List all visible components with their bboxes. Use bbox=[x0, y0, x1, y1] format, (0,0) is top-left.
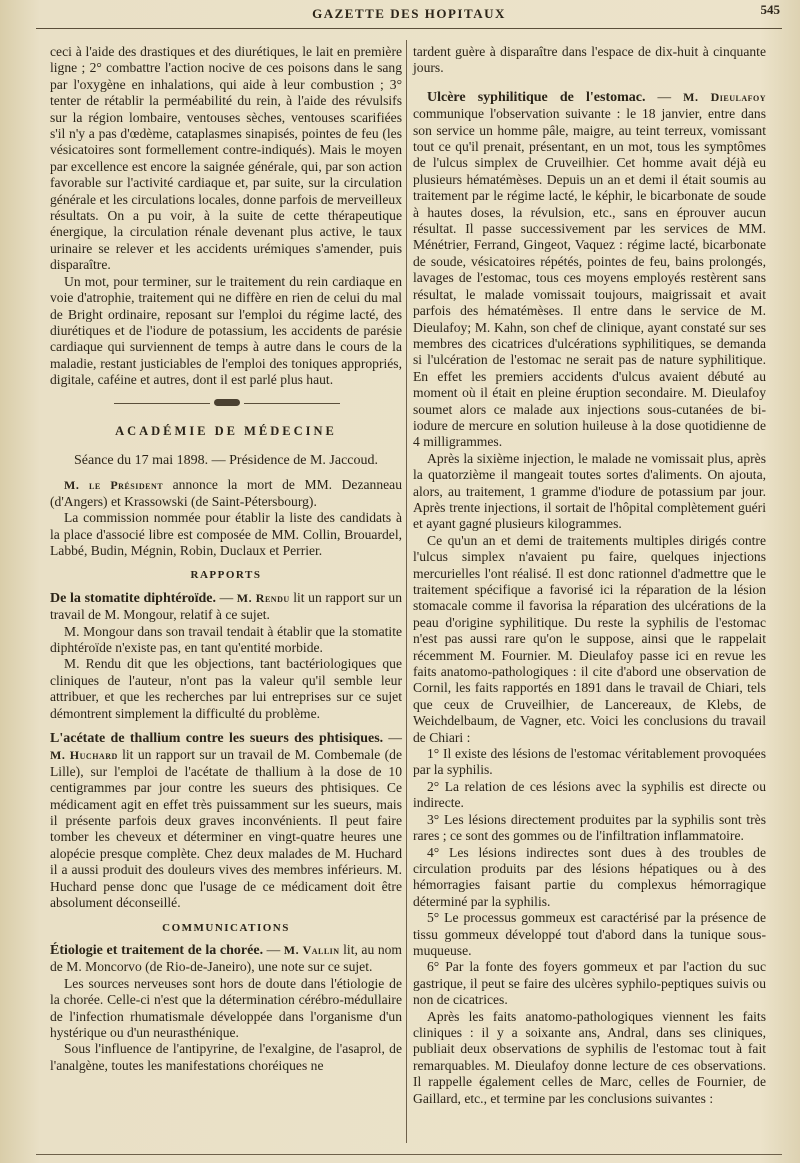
speaker-name: M. le Président bbox=[64, 478, 164, 493]
speaker-name: M. Vallin bbox=[283, 942, 340, 957]
paragraph-text: annonce la mort de MM. Dezanneau (d'Angers) et Krassowski (de Saint-Pétersbourg). bbox=[50, 477, 402, 509]
paragraph: M. Mongour dans son travail tendait à établir que la stomatite diphtéroïde n'existe pas, en tant qu'entité morbide. bbox=[50, 623, 402, 655]
column-divider bbox=[406, 40, 407, 1143]
conclusion-item: 6° Par la fonte des foyers gommeux et par l'action du suc gastrique, il peut se faire des ulcères syphilo-peptiques suivis ou non de cicatrices. bbox=[413, 959, 766, 1008]
paragraph bbox=[50, 477, 402, 510]
paragraph: Les sources nerveuses sont hors de doute dans l'étiologie de la chorée. Celle-ci n'est que la détermination cérébro-médullaire de l'infection rhumatismale développée dans l'organisme d'un hystérique ou d'un neurasthénique. bbox=[50, 975, 402, 1040]
bottom-rule bbox=[36, 1154, 782, 1155]
conclusion-item: 2° La relation de ces lésions avec la syphilis est directe ou indirecte. bbox=[413, 778, 766, 811]
conclusion-item: 4° Les lésions indirectes sont dues à des troubles de circulation produits par des lésions hépatiques ou à des hémorragies faisant partie du complexus hémorragique déterminé par la syphilis. bbox=[413, 844, 766, 909]
article-title: Étiologie et traitement de la chorée. bbox=[50, 942, 264, 958]
journal-title: GAZETTE DES HOPITAUX bbox=[312, 6, 506, 21]
speaker-name: M. Dieulafoy bbox=[683, 89, 767, 104]
paragraph: Un mot, pour terminer, sur le traitement du rein cardiaque en voie d'atrophie, traitement qui ne diffère en rien de celui du mal de Bright ordinaire, reposant sur l'emploi du régime lacté, des diurétiques et de l'iodure de potassium, les accidents de parésie cardiaque qui surviennent de temps à autre dans le cours de la maladie, restant justiciables de l'emploi des toniques appropriés, digitale, caféine et autres, dont il est parlé plus haut. bbox=[50, 273, 402, 388]
page-number: 545 bbox=[760, 2, 780, 17]
page-header bbox=[36, 0, 782, 29]
paragraph: tardent guère à disparaître dans l'espace de dix-huit à cinquante jours. bbox=[413, 44, 766, 76]
paragraph-text: lit un rapport sur un travail de M. Mongour, relatif à ce sujet. bbox=[50, 589, 402, 623]
paragraph: Après la sixième injection, le malade ne vomissait plus, après la quatorzième il mangeait toutes sortes d'aliments. On ajouta, alors, au traitement, 1 gramme d'iodure de potassium par jour. Après trente injections, il sortait de l'hôpital complètement guéri et ayant gagné plusieurs kilogrammes. bbox=[413, 450, 766, 532]
subsection-title: COMMUNICATIONS bbox=[162, 921, 290, 934]
paragraph: Ulcère syphilitique de l'estomac. — M. Dieulafoy communique l'observation suivante : le 18 janvier, entre dans son service un homme pâle, maigre, au teint terreux, vomissant tout ce qu'il prenait, présentant, en un mot, tous les symptômes de l'ulcus simplex de Cruveilhier. Cet homme avait déjà eu plusieurs hématémèses. Depuis un an et demi il était soumis au traitement par le régime lacté, le képhir, le bicarbonate de soude à hautes doses, la révulsion, etc., sans en éprouver aucun résultat. Il passe successivement par les services de MM. Ménétrier, Ferrand, Gingeot, Vaquez : régime lacté, bicarbonate de soude, vésicatoires répétés, pointes de feu, bains prolongés, lavages de l'estomac, tous ces moyens employés restèrent sans résultat, le malade vomissait toujours, maigrissait et avait parfois des hématémèses. Il entre dans le service de M. Dieulafoy; M. Kahn, son chef de clinique, ayant constaté sur ses membres des cicatrices d'ulcérations syphilitiques, se demanda si l'ulcération de l'estomac ne serait pas de nature syphilitique. En effet les premiers accidents d'ulcus avaient débuté au moment où il était en pleine éruption secondaire. M. Dieulafoy soumet alors ce malade aux injections sous-cutanées de bi-iodure de mercure en solution huileuse à la dose quotidienne de 4 milligrammes. bbox=[413, 88, 767, 450]
article-title: Ulcère syphilitique de l'estomac. bbox=[427, 89, 646, 105]
paragraph: M. Rendu dit que les objections, tant bactériologiques que cliniques de l'auteur, n'ont pas la valeur qu'il semble leur attribuer, et que les recherches par lui entreprises sur ce sujet démontrent simplement la difficulté du problème. bbox=[50, 656, 402, 721]
speaker-name: M. Huchard bbox=[50, 748, 118, 763]
paragraph: De la stomatite diphtéroïde. — M. Rendu lit un rapport sur un travail de M. Mongour, relatif à ce sujet. bbox=[50, 589, 402, 623]
section-ornament bbox=[50, 399, 402, 407]
paragraph: ceci à l'aide des drastiques et des diurétiques, le lait en première ligne ; 2° combattre l'action nocive de ces poisons dans le sang par l'oxygène en inhalations, qui aide à leur combustion ; 3° tenter de rétablir la perméabilité du rein, à l'aide des révulsifs sur la région lombaire, ventouses sèches, ventouses scarifiées s'il n'y a pas d'œdème, cataplasmes sinapisés, pointes de feu (les vésicatoires sont formellement contre-indiqués). Mais le moyen par excellence est encore la saignée générale, qui, par son action favorable sur l'activité cardiaque et, par suite, sur la circulation générale et les circulations locales, donne parfois de merveilleux résultats. On a pu voir, à la suite de cette thérapeutique énergique, la circulation rénale devenant plus active, le taux urinaire se relever et les accidents urémiques s'amender, puis disparaître. bbox=[50, 44, 402, 273]
paragraph: L'acétate de thallium contre les sueurs des phtisiques. — M. Huchard lit un rapport sur un travail de M. Combemale (de Lille), sur l'emploi de l'acétate de thallium à la dose de 10 centigrammes par jour contre les sueurs des phtisiques. Ce médicament agit en effet très puissamment sur les sueurs, mais il présente parfois deux graves inconvénients. Il peut faire tomber les cheveux et déterminer en vingt-quatre heures une alopécie presque complète. Chez deux malades de M. Huchard il a aussi produit des douleurs vives des membres inférieurs. M. Huchard pense donc que l'usage de ce médicament doit être absolument déconseillé. bbox=[50, 730, 402, 911]
subsection-title: RAPPORTS bbox=[190, 569, 262, 582]
article-title: De la stomatite diphtéroïde. bbox=[50, 590, 216, 606]
conclusion-item: 3° Les lésions directement produites par la syphilis sont très rares ; ce sont des gommes ou de l'infiltration inflammatoire. bbox=[413, 811, 766, 844]
section-title: ACADÉMIE DE MÉDECINE bbox=[115, 423, 337, 438]
right-column bbox=[413, 44, 766, 1145]
conclusion-item: 5° Le processus gommeux est caractérisé par la présence de tissu gommeux développé tout d'abord dans la tunique sous-muqueuse. bbox=[413, 910, 766, 958]
paragraph-text: communique l'observation suivante : le 18 janvier, entre dans son service un homme pâle, maigre, au teint terreux, vomissant tout ce qu'il prenait, présentant, en un mot, tous les symptômes de l'ulcus simplex de Cruveilhier. Cet homme avait déjà eu plusieurs hématémèses. Depuis un an et demi il était soumis au traitement par le régime lacté, le képhir, le bicarbonate de soude à hautes doses, la révulsion, etc., sans en éprouver aucun résultat. Il passe successivement par les services de MM. Ménétrier, Ferrand, Gingeot, Vaquez : régime lacté, bicarbonate de soude, vésicatoires répétés, pointes de feu, bains prolongés, lavages de l'estomac, tous ces moyens employés restèrent sans résultat, le malade vomissait toujours, maigrissait et avait parfois des hématémèses. Il entre dans le service de M. Dieulafoy; M. Kahn, son chef de clinique, ayant constaté sur ses membres des cicatrices d'ulcérations syphilitiques, se demanda si l'ulcération de l'estomac ne serait pas de nature syphilitique. En effet les premiers accidents d'ulcus avaient débuté au moment où il était en pleine éruption secondaire. M. Dieulafoy soumet alors ce malade aux injections sous-cutanées de bi-iodure de mercure en solution huileuse à la dose quotidienne de 4 milligrammes. bbox=[413, 106, 766, 450]
paragraph: Après les faits anatomo-pathologiques viennent les faits cliniques : il y a soixante ans, Andral, dans ses cliniques, publiait deux observations de syphilis de l'estomac tout à fait remarquables. M. Dieulafoy donne lecture de ces observations. Il rappelle également celles de Marc, celles de Fournier, de Gaillard, etc., et termine par les conclusions suivantes : bbox=[413, 1008, 766, 1106]
speaker-name: M. Rendu bbox=[236, 590, 290, 605]
paragraph: Sous l'influence de l'antipyrine, de l'exalgine, de l'asaprol, de l'analgène, toutes les manifestations choréiques ne bbox=[50, 1041, 402, 1073]
article-title: L'acétate de thallium contre les sueurs des phtisiques. bbox=[50, 731, 384, 747]
conclusion-item: 1° Il existe des lésions de l'estomac véritablement provoquées par la syphilis. bbox=[413, 746, 766, 778]
left-column bbox=[50, 44, 402, 1145]
paragraph-text: lit un rapport sur un travail de M. Combemale (de Lille), sur l'emploi de l'acétate de thallium à la dose de 10 centigrammes par jour contre les sueurs des phtisiques. Ce médicament agit en effet très puissamment sur les sueurs, mais il présente parfois deux graves inconvénients. Il peut faire tomber les cheveux et déterminer en vingt-quatre heures une alopécie presque complète. Chez deux malades de M. Huchard il a aussi produit des douleurs vives des membres inférieurs. M. Huchard pense donc que l'usage de ce médicament doit être absolument déconseillé. bbox=[50, 747, 402, 911]
paragraph-text: lit, au nom de M. Moncorvo (de Rio-de-Janeiro), une note sur ce sujet. bbox=[50, 941, 402, 975]
session-line: Séance du 17 mai 1898. — Présidence de M. Jaccoud. bbox=[73, 452, 379, 468]
paragraph: Ce qu'un an et demi de traitements multiples dirigés contre l'ulcus simplex n'avaient pu faire, quelques injections mercurielles l'ont réalisé. Il est donc rationnel d'admettre que le traitement spécifique a favorisé ici la réparation de la lésion stomacale comme il favorisa la réparation des ulcérations de la peau d'origine syphilitique. Du reste la syphilis de l'estomac n'est pas aussi rare qu'on le suppose, ainsi que le rappelait récemment M. Fournier. M. Dieulafoy passe ici en revue les faits anatomo-pathologiques : il cite d'abord une observation de Cornil, les faits rapportés en 1891 dans le travail de Chiari, tels que ceux de Cruveilhier, de Lancereaux, de Klebs, de Weichdelbaum, de Vagner, etc. Voici les conclusions du travail de Chiari : bbox=[413, 532, 766, 745]
paragraph: La commission nommée pour établir la liste des candidats à la place d'associé libre est composée de MM. Collin, Brouardel, Labbé, Budin, Mégnin, Robin, Duclaux et Perrier. bbox=[50, 510, 402, 558]
paragraph: Étiologie et traitement de la chorée. — M. Vallin lit, au nom de M. Moncorvo (de Rio-de-Janeiro), une note sur ce sujet. bbox=[50, 941, 402, 975]
